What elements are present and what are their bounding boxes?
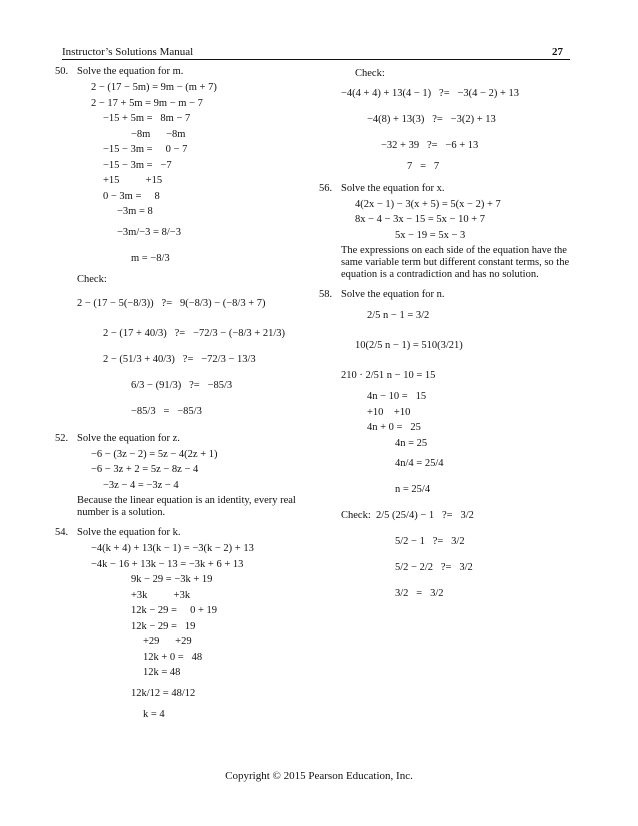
header-title: Instructor’s Solutions Manual: [62, 46, 194, 58]
check-line: 5/2 − 2/2 ?= 3/2: [395, 562, 473, 573]
check-line: −4(4 + 4) + 13(4 − 1) ?= −3(4 − 2) + 13: [341, 88, 520, 99]
equation-line: 210 · 2/51 n − 10 = 15: [341, 370, 436, 381]
equation-line: 5x − 19 = 5x − 3: [395, 229, 466, 241]
equation-line: 4n/4 = 25/4: [395, 458, 444, 469]
equation-line: 4n = 25: [395, 437, 428, 449]
problem-title: Solve the equation for n.: [341, 289, 445, 300]
check-line: [341, 503, 571, 529]
equation-line: 12k − 29 = 19: [131, 620, 196, 632]
problem-54-check: [341, 68, 571, 175]
check-label: Check:: [341, 510, 371, 521]
equation-line: 4n + 0 = 25: [367, 422, 421, 433]
equation-line: m = −8/3: [131, 252, 170, 264]
left-column: [55, 66, 329, 730]
check-line: 6/3 − (91/3) ?= −85/3: [131, 379, 233, 391]
problem-58: [319, 289, 571, 607]
problem-number: 56.: [319, 182, 333, 194]
check-line: 5/2 − 1 ?= 3/2: [395, 536, 465, 547]
equation-line: 12k = 48: [143, 667, 181, 678]
equation-line: −15 + 5m = 8m − 7: [103, 113, 191, 124]
equation-line: −6 − 3z + 2 = 5z − 8z − 4: [91, 464, 199, 475]
equation-line: 2/5 n − 1 = 3/2: [367, 310, 430, 321]
equation-line: 12k + 0 = 48: [143, 651, 203, 663]
equation-line: 2 − 17 + 5m = 9m − m − 7: [91, 97, 203, 109]
equation-line: +10 +10: [367, 406, 411, 418]
equation-line: 0 − 3m = 8: [103, 190, 160, 202]
equation-line: +29 +29: [143, 636, 192, 647]
equation-line: −15 − 3m = 0 − 7: [103, 144, 188, 155]
equation-line: n = 25/4: [395, 484, 431, 495]
check-label: Check:: [355, 68, 385, 79]
equation-line: +3k +3k: [131, 589, 191, 601]
equation-line: −15 − 3m = −7: [103, 159, 172, 171]
check-line: −85/3 = −85/3: [131, 405, 202, 417]
equation-line: −8m −8m: [131, 128, 186, 140]
equation-line: −3z − 4 = −3z − 4: [103, 479, 179, 491]
equation-line: −4k − 16 + 13k − 13 = −3k + 6 + 13: [91, 558, 244, 570]
check-line: 2 − (17 − 5(−8/3)) ?= 9(−8/3) − (−8/3 + 7): [77, 297, 266, 309]
problem-56: [319, 182, 571, 282]
equation-line: 12k − 29 = 0 + 19: [131, 605, 218, 616]
equation-line: 8x − 4 − 3x − 15 = 5x − 10 + 7: [355, 214, 486, 225]
equation-line: −3m = 8: [117, 206, 153, 217]
problem-50: [55, 66, 329, 425]
equation-line: +15 +15: [103, 175, 163, 186]
problem-number: 54.: [55, 527, 69, 538]
equation-line: 4(2x − 1) − 3(x + 5) = 5(x − 2) + 7: [355, 198, 501, 210]
equation-line: −4(k + 4) + 13(k − 1) = −3(k − 2) + 13: [91, 543, 254, 554]
problem-title: Solve the equation for x.: [341, 182, 445, 194]
equation-line: 9k − 29 = −3k + 19: [131, 574, 213, 585]
check-line: 3/2 = 3/2: [395, 588, 444, 599]
equation-line: 2 − (17 − 5m) = 9m − (m + 7): [91, 82, 217, 93]
problem-title: Solve the equation for z.: [77, 432, 180, 444]
problem-title: Solve the equation for k.: [77, 527, 181, 538]
check-expression: 2/5 (25/4) − 1 ?= 3/2: [376, 510, 474, 521]
equation-line: −3m/−3 = 8/−3: [117, 226, 181, 238]
check-line: −4(8) + 13(3) ?= −3(2) + 13: [367, 114, 496, 125]
header-rule: [62, 59, 570, 60]
problem-number: 58.: [319, 289, 333, 300]
right-column: [319, 66, 571, 615]
problem-number: 50.: [55, 66, 69, 77]
check-line: 2 − (51/3 + 40/3) ?= −72/3 − 13/3: [103, 353, 256, 365]
problem-title: Solve the equation for m.: [77, 66, 184, 77]
equation-line: −6 − (3z − 2) = 5z − 4(2z + 1): [91, 448, 218, 460]
check-line: −32 + 39 ?= −6 + 13: [381, 140, 479, 151]
equation-line: 10(2/5 n − 1) = 510(3/21): [355, 340, 463, 351]
check-line: 7 = 7: [407, 161, 440, 172]
problem-52: [55, 432, 329, 520]
equation-line: 4n − 10 = 15: [367, 391, 427, 402]
problem-number: 52.: [55, 432, 69, 444]
check-line: 2 − (17 + 40/3) ?= −72/3 − (−8/3 + 21/3): [103, 327, 286, 339]
equation-line: k = 4: [143, 708, 165, 720]
explanation-text: Because the linear equation is an identity, every real number is a solution.: [77, 495, 296, 518]
equation-line: 12k/12 = 48/12: [131, 687, 196, 699]
problem-54: [55, 527, 329, 722]
check-label: Check:: [77, 273, 107, 285]
explanation-text: The expressions on each side of the equation have the same variable term but different constant terms, so the equation is a contradiction and has no solution.: [341, 245, 570, 280]
page-number: 27: [552, 46, 563, 58]
copyright-footer: Copyright © 2015 Pearson Education, Inc.: [225, 770, 413, 782]
